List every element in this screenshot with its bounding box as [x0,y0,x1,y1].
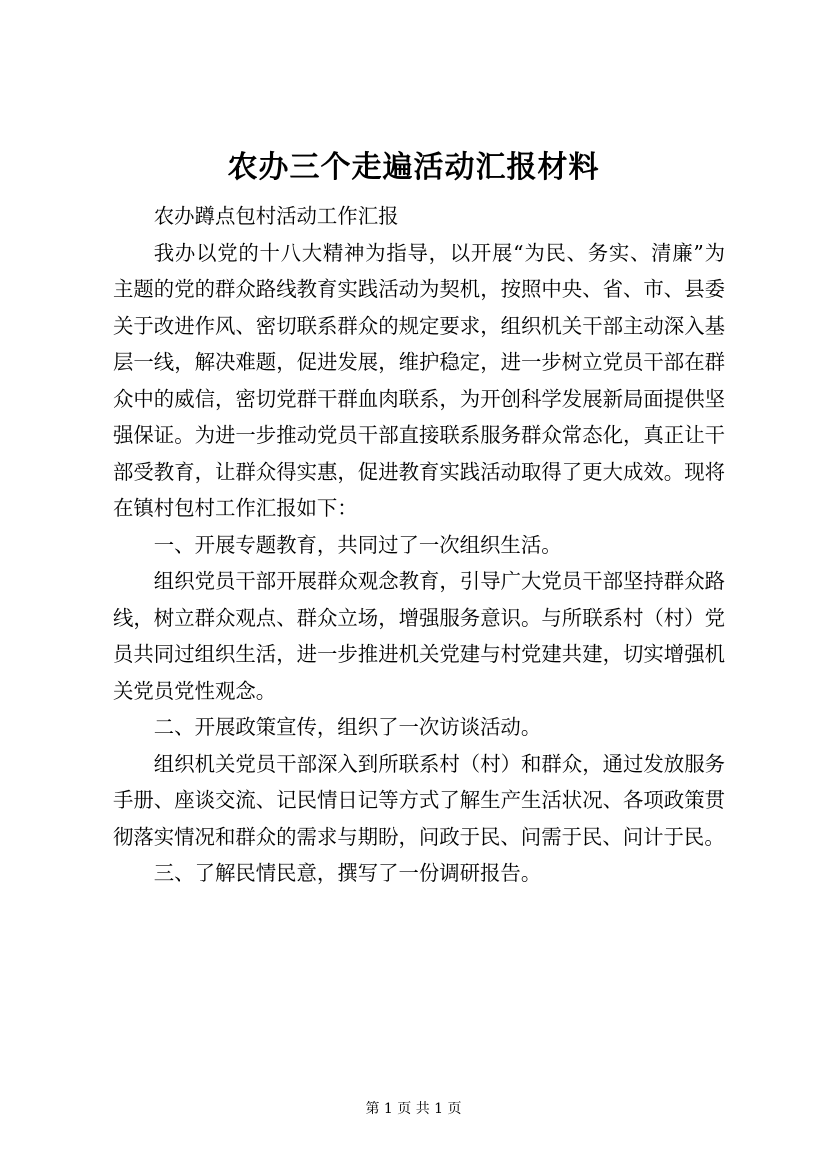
paragraph-section-2: 组织机关党员干部深入到所联系村（村）和群众，通过发放服务手册、座谈交流、记民情日记等方式了解生产生活状况、各项政策贯彻落实情况和群众的需求与期盼，问政于民、问需于民、问计于民。 [113,751,725,849]
document-title: 农办三个走遍活动汇报材料 [227,150,600,185]
document-subtitle: 农办蹲点包村活动工作汇报 [153,204,399,228]
section-heading-1: 一、开展专题教育，共同过了一次组织生活。 [153,532,562,557]
document-body [113,198,725,892]
section-heading-3: 三、了解民情民意，撰写了一份调研报告。 [153,861,542,885]
page-footer: 第 1 页 共 1 页 [365,1101,462,1117]
paragraph-intro: 我办以党的十八大精神为指导，以开展“为民、务实、清廉”为主题的党的群众路线教育实践活动为契机，按照中央、省、市、县委关于改进作风、密切联系群众的规定要求，组织机关干部主动深入基层一线，解决难题，促进发展，维护稳定，进一步树立党员干部在群众中的威信，密切党群干群血肉联系，为开创科学发展新局面提供坚强保证。为进一步推动党员干部直接联系服务群众常态化，真正让干部受教育，让群众得实惠，促进教育实践活动取得了更大成效。现将在镇村包村工作汇报如下： [113,240,725,520]
section-heading-2: 二、开展政策宣传，组织了一次访谈活动。 [153,715,542,739]
paragraph-section-1: 组织党员干部开展群众观念教育，引导广大党员干部坚持群众路线，树立群众观点、群众立场，增强服务意识。与所联系村（村）党员共同过组织生活，进一步推进机关党建与村党建共建，切实增强机关党员党性观念。 [113,569,725,703]
